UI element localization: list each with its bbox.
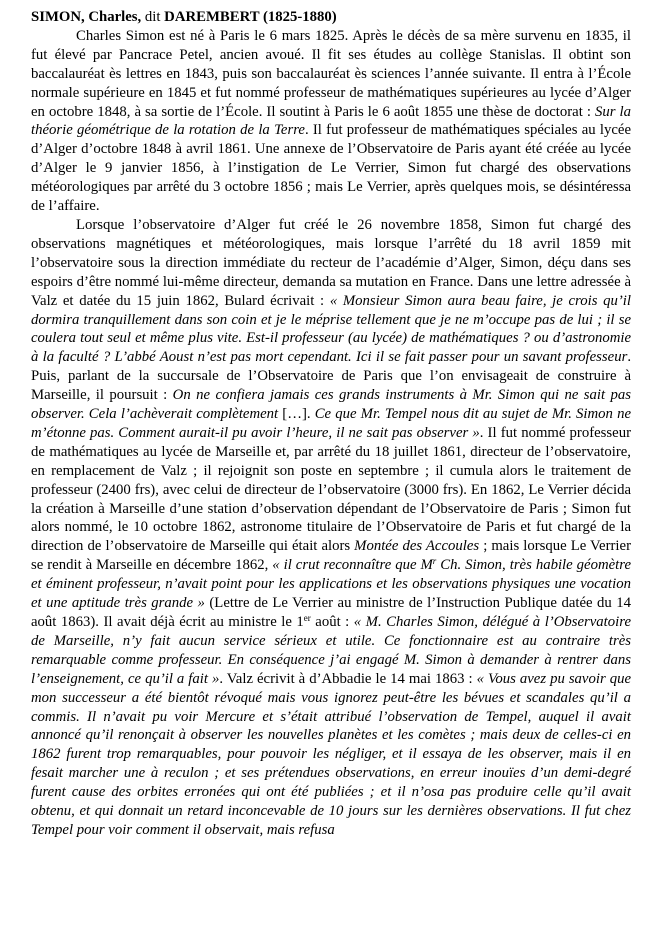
para2-text-3: […].: [278, 406, 315, 423]
valz-quote: « Vous avez pu savoir que mon successeur a été bientôt révoqué mais vous ignorez peut-être les bévues et scandales qu’il a commis. Il n’avait pu voir Mercure et s’était attribué l’observation de Tempel, auquel il avait annoncé qu’il renonçait à observer les nouvelles planètes et les comètes ; mais deux de celles-ci en 1862 furent trop remarquables, pour pouvoir les négliger, et il essaya de les observer, mais il en fesait marcher une à reculon ; et ses prétendues observations, en erreur inouïes d’un demi-degré furent cause des orbites erronées qui ont été publiées ; et il n’osa pas produire celle qu’il avait obtenu, et qui donnait un retard inconcevable de 10 jours sur les dernières observations. Il fut chez Tempel pour voir comment il observait, mais refusa: [31, 670, 631, 838]
bulard-quote-3: Ce que Mr. Tempel nous dit au sujet de Mr. Simon ne m’étonne pas. Comment aurait-il pu avoir l’heure, il ne sait pas observer »: [31, 406, 631, 441]
le-verrier-quote-2: « M. Charles Simon, délégué à l’Observatoire de Marseille, n’y fait aucun service sérieux et utile. Ce fonctionnaire est au contraire très remarquable comme professeur. En conséquence j’ai engagé M. Simon à demander à rentrer dans l’enseignement, ce qu’il a fait »: [31, 614, 631, 687]
para1-text-2: . Il fut professeur de mathématiques spéciales au lycée d’Alger d’octobre 1848 à avril 1861. Une annexe de l’Observatoire de Paris ayant été créée au lycée d’Alger le 9 janvier 1856, à l’instigation de Le Verrier, Simon fut chargé des observations météorologiques par arrêté du 3 octobre 1856 ; mais Le Verrier, après quelques mois, se désintéressa de l’affaire.: [31, 122, 631, 215]
entry-heading-name: SIMON, Charles,: [31, 9, 142, 25]
para1-text: Charles Simon est né à Paris le 6 mars 1825. Après le décès de sa mère survenu en 1835, il fut élevé par Pancrace Petel, ancien avoué. Il fit ses études au collège Stanislas. Il obtint son baccalauréat ès lettres en 1843, puis son baccalauréat ès sciences l’année suivante. Il entra à l’École normale supérieure en 1845 et fut nommé professeur de mathématiques supérieures au lycée d’Alger en octobre 1848, à sa sortie de l’École. Il soutint à Paris le 6 août 1855 une thèse de doctorat :: [31, 27, 631, 120]
ordinal-sup: er: [303, 613, 311, 623]
biography-paragraph-1-body: [31, 27, 631, 216]
thesis-title: Sur la théorie géométrique de la rotation de la Terre: [31, 103, 632, 139]
para2-text-5: ; mais lorsque Le Verrier se rendit à Marseille en décembre 1862,: [31, 538, 631, 574]
place-name: Montée des Accoules: [354, 538, 480, 555]
biography-paragraph-2: [31, 216, 631, 840]
bulard-quote-2: On ne confiera jamais ces grands instruments à Mr. Simon qui ne sait pas observer. Cela l’achèverait complètement: [31, 387, 631, 423]
para2-text-6: (Lettre de Le Verrier au ministre de l’Instruction Publique datée du 14 août 1863). Il avait déjà écrit au ministre le 1: [31, 595, 631, 630]
para2-text-1: Lorsque l’observatoire d’Alger fut créé le 26 novembre 1858, Simon fut chargé des observations magnétiques et météorologiques, mais lorsque l’arrêté du 18 avril 1859 mit l’observatoire sous la direction immédiate du recteur de l’académie d’Alger, Simon, déçu dans ses espoirs d’être nommé lui-même directeur, demanda sa mutation en France. Dans une lettre adressée à Valz et datée du 15 juin 1862, Bulard écrivait :: [31, 216, 631, 309]
para2-text-7: août :: [310, 614, 354, 630]
bulard-quote-1: « Monsieur Simon aura beau faire, je crois qu’il dormira tranquillement dans son coin et je le méprise tellement que je ne m’occupe pas de lui ; il se coulera tout seul et même plus vite. Est-il professeur (au lycée) de mathématiques ? ou d’astronomie à la faculté ? L’abbé Aoust n’est pas mort cependant. Ici il se fait passer pour un savant professeur: [31, 292, 631, 366]
entry-heading-alias: DAREMBERT (1825-1880): [164, 9, 337, 25]
le-verrier-quote-1b: Ch. Simon, très habile géomètre et éminent professeur, n’avait point pour les applications et les observations physiques une vocation et une aptitude très grande »: [31, 557, 632, 612]
le-verrier-quote-1a: « il crut reconnaître que M: [272, 557, 433, 574]
le-verrier-quote-sup: r: [432, 556, 437, 567]
para2-text-4: . Il fut nommé professeur de mathématiques au lycée de Marseille et, par arrêté du 18 juillet 1861, directeur de l’observatoire, en remplacement de Valz ; il rejoignit son poste en septembre ; il cumula alors le traitement de professeur (2400 frs), avec celui de directeur de l’observatoire (3000 frs). En 1862, Le Verrier décida la création à Marseille d’une station d’observation dépendant de l’Observatoire de Paris ; Simon fut alors nommé, le 10 octobre 1862, astronome titulaire de l’Observatoire de Paris et fut chargé de la direction de l’observatoire de Marseille qui était alors: [31, 424, 631, 555]
para2-text-2: . Puis, parlant de la succursale de l’Observatoire de Paris que l’on envisageait de construire à Marseille, il poursuit :: [31, 349, 631, 404]
biography-paragraph-1: [31, 8, 631, 27]
para2-text-8: . Valz écrivit à d’Abbadie le 14 mai 1863 :: [219, 670, 477, 687]
entry-heading-dit: dit: [141, 9, 165, 25]
